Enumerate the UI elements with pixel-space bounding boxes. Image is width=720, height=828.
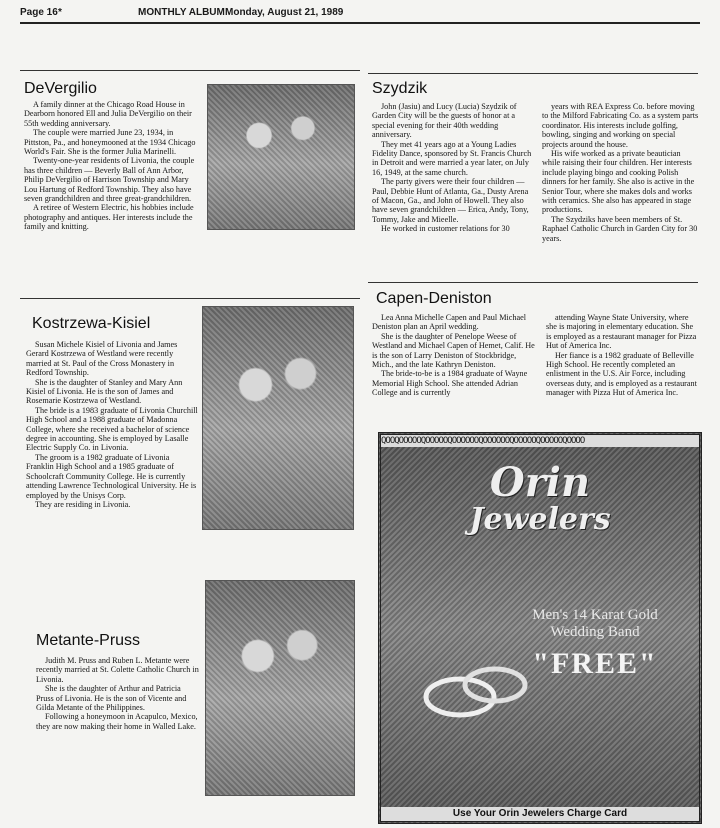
ad-brand-line2: Jewelers — [469, 502, 611, 537]
paragraph: She is the daughter of Arthur and Patricia Pruss of Livonia. He is the son of Vicente and Gilda Metante of the Philippines. — [36, 684, 187, 713]
paragraph: attending Wayne State University, where she is majoring in elementary education. She is employed as a restaurant manager for Pizza Hut of America Inc. — [546, 313, 697, 351]
ad-top-border: QOOQOOOOOQOOOOOQOOOOOOQOOOOOOQOOOOOQOOOOOQOOOO — [381, 435, 699, 447]
article-capen-col1 — [372, 313, 536, 409]
photo-metante-couple — [205, 580, 355, 796]
heading-devergilio: DeVergilio — [24, 80, 97, 97]
heading-szydzik: Szydzik — [372, 80, 428, 97]
article-szydzik-col1 — [372, 102, 532, 270]
paragraph: Her fiance is a 1982 graduate of Belleville High School. He recently completed an enlistment in the U.S. Air Force, including overseas duty, and is employed as a restaurant manager with Pizza Hut of America Inc. — [546, 350, 697, 398]
section-name: MONTHLY ALBUM — [138, 7, 225, 18]
issue-date: Monday, August 21, 1989 — [225, 7, 344, 18]
paragraph: They met 41 years ago at a Young Ladies Fidelity Dance, sponsored by St. Francis Church in Detroit and were married a year later, on July 16, 1949, at the same church. — [372, 139, 532, 177]
ad-free-word: "FREE" — [532, 647, 658, 680]
paragraph: They are residing in Livonia. — [35, 499, 131, 509]
page-marker: * — [58, 7, 62, 18]
paragraph: The groom is a 1982 graduate of Livonia Franklin High School and a 1985 graduate of Schoolcraft Community College. He is currently attending Lawrence Technological University. He is employed by the Unisys Corp. — [26, 452, 197, 500]
heading-capen: Capen-Deniston — [376, 290, 492, 307]
paragraph: Judith M. Pruss and Ruben L. Metante were recently married at St. Colette Catholic Church in Livonia. — [36, 656, 199, 684]
divider-kostrzewa — [20, 298, 360, 299]
page-number: Page 16 — [20, 7, 58, 18]
paragraph: Following a honeymoon in Acapulco, Mexico, they are now making their home in Walled Lake. — [36, 712, 198, 731]
paragraph: Twenty-one-year residents of Livonia, the couple has three children — Beverly Ball of Ann Arbor, Philip DeVergilio of Harrison Township and Mary Lou Hartung of Redford Township. They also have seven grandchildren and three great-grandchildren. — [24, 156, 195, 204]
article-devergilio — [24, 100, 202, 268]
photo-devergilio-couple — [207, 84, 355, 230]
photo-kostrzewa-couple — [202, 306, 354, 530]
paragraph: The Szydziks have been members of St. Raphael Catholic Church in Garden City for 30 years. — [542, 214, 698, 243]
article-capen-col2 — [546, 313, 700, 409]
wedding-bands-illustration — [415, 645, 535, 735]
paragraph: The bride-to-be is a 1984 graduate of Wayne Memorial High School. She attended Adrian College and is currently — [372, 369, 528, 398]
divider-szydzik — [368, 73, 698, 74]
paragraph: The party givers were their four children — Paul, Debbie Hunt of Atlanta, Ga., Dusty Arena of Macon, Ga., and John of Howell. They also have seven grandchildren — Erica, Andy, Tony, Tommy, Jake and Mieelle. — [372, 177, 529, 224]
paragraph: Susan Michele Kisiel of Livonia and James Gerard Kostrzewa of Westland were recently married at St. Paul of the Cross Monastery in Redford Township. — [26, 340, 178, 378]
jewelers-ad — [378, 432, 702, 824]
ad-headline: Men's 14 Karat Gold — [532, 607, 658, 623]
page-folio — [20, 6, 700, 24]
heading-metante: Metante-Pruss — [36, 632, 141, 649]
paragraph: Lea Anna Michelle Capen and Paul Michael Deniston plan an April wedding. — [372, 313, 527, 332]
heading-kostrzewa: Kostrzewa-Kisiel — [32, 315, 151, 332]
ad-footer: Use Your Orin Jewelers Charge Card — [381, 807, 699, 821]
article-szydzik-col2 — [542, 102, 700, 270]
divider-capen — [368, 282, 698, 283]
paragraph: The bride is a 1983 graduate of Livonia Churchill High School and a 1988 graduate of Madonna College, where she received a bachelor of science degree in accounting. She is employed by Lasalle Electric Supply Co. in Livonia. — [26, 405, 198, 453]
paragraph: A retiree of Western Electric, his hobbies include photography and antiques. Her interests include the family and knitting. — [24, 203, 194, 232]
paragraph: John (Jasiu) and Lucy (Lucia) Szydzik of Garden City will be the guests of honor at a special evening for their 40th wedding anniversary. — [372, 102, 517, 140]
ad-brand-line1: Orin — [489, 459, 591, 506]
paragraph: She is the daughter of Penelope Weese of Westland and Michael Capen of Hemet, Calif. He is the son of Larry Deniston of Stockbridge, Mich., and the late Kathryn Deniston. — [372, 331, 535, 370]
ad-subhead: Wedding Band — [550, 624, 640, 640]
paragraph: His wife worked as a private beautician while raising their four children. Her interests include playing bingo and cooking Polish dinners for her family. She also is active in the Senior Tour, where she makes dols and works with ceramics. She also has appeared in stage productions. — [542, 149, 695, 215]
paragraph: The couple were married June 23, 1934, in Pittston, Pa., and honeymooned at the 1934 Chicago World's Fair. She is the former Julia Marinelli. — [24, 128, 196, 157]
paragraph: A family dinner at the Chicago Road House in Dearborn honored Ell and Julia DeVergilio on their 55th wedding anniversary. — [24, 100, 192, 128]
paragraph: years with REA Express Co. before moving to the Milford Fabricating Co. as a system parts coordinator. His interests include golfing, bowling, singing and working on special projects around the house. — [542, 102, 699, 149]
paragraph: She is the daughter of Stanley and Mary Ann Kisiel of Livonia. He is the son of James and Rosemarie Kostrzewa of Westland. — [26, 377, 183, 406]
article-kostrzewa — [26, 340, 198, 530]
paragraph: He worked in customer relations for 30 — [381, 224, 510, 234]
article-metante — [36, 656, 200, 756]
divider-devergilio — [20, 70, 360, 71]
